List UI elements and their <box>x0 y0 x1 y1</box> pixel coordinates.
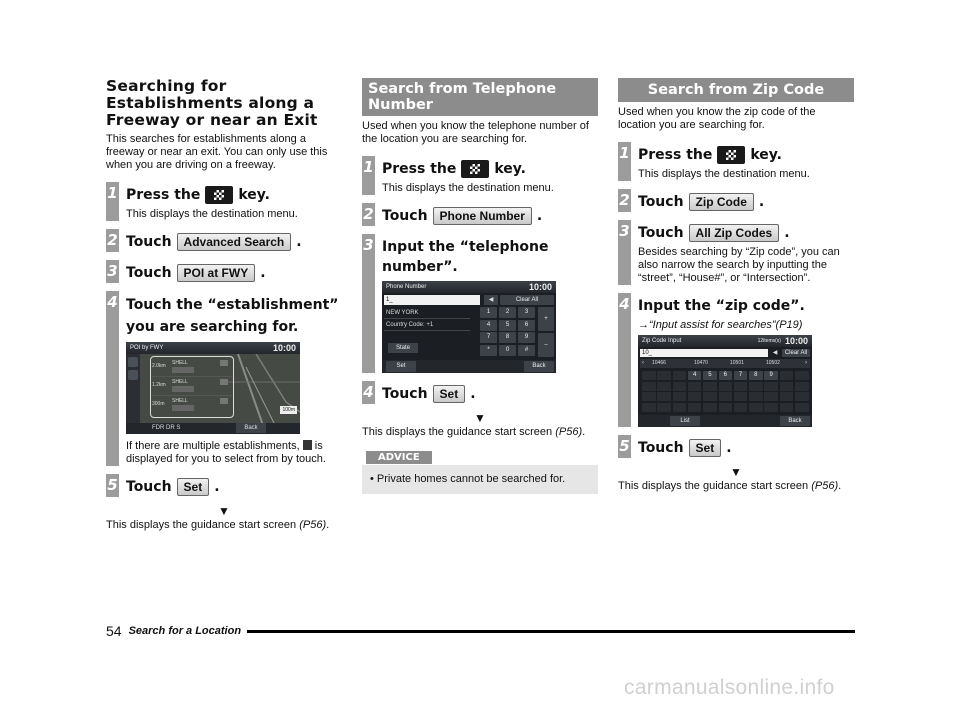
page-number: 54 <box>106 623 122 639</box>
keypad-key-disabled <box>673 392 687 401</box>
back-button[interactable]: Back <box>236 423 266 433</box>
poi-brand-icon <box>172 386 194 392</box>
step-1 <box>106 182 342 221</box>
list-icon[interactable] <box>220 360 228 366</box>
step-text: key. <box>238 187 270 203</box>
result-text <box>106 519 342 532</box>
keypad-key-disabled <box>657 371 671 380</box>
advanced-search-button[interactable]: Advanced Search <box>177 233 292 251</box>
step-text: Touch the “establishment” you are searching for. <box>126 297 339 335</box>
zip-suggestion[interactable]: 10502 <box>766 360 780 366</box>
input-assist-reference[interactable]: →“Input assist for searches”(P19) <box>638 319 803 331</box>
keypad-key-disabled <box>749 382 763 391</box>
plus-key[interactable]: + <box>538 307 554 331</box>
set-button[interactable]: Set <box>177 478 210 496</box>
list-icon[interactable] <box>220 379 228 385</box>
step-text: Touch <box>638 194 684 210</box>
poi-brand-icon <box>172 405 194 411</box>
section-intro: Used when you know the telephone number of the location you are searching for. <box>362 120 589 145</box>
keypad-key-disabled <box>657 392 671 401</box>
zip-suggestion[interactable]: 10470 <box>694 360 708 366</box>
advice-text: • Private homes cannot be searched for. <box>362 465 598 494</box>
keypad-key-disabled <box>703 392 717 401</box>
keypad-key[interactable]: 0 <box>499 345 516 356</box>
keypad-key-disabled <box>780 382 794 391</box>
poi-name: SHELL <box>172 398 188 404</box>
section-heading-zip: Search from Zip Code <box>618 78 854 102</box>
set-button[interactable]: Set <box>386 361 416 372</box>
destination-flag-icon <box>205 186 233 204</box>
keypad-key-disabled <box>795 371 809 380</box>
result-sentence: This displays the guidance start screen <box>106 519 297 531</box>
screen-title: Zip Code Input <box>642 338 682 344</box>
step-text: . <box>536 208 543 224</box>
step-text: Press the <box>126 187 201 203</box>
keypad-key[interactable]: 4 <box>688 371 702 380</box>
step-text: key. <box>494 161 526 177</box>
back-button[interactable]: Back <box>524 361 554 372</box>
step-text: Input the “zip code”. <box>638 298 805 314</box>
zip-code-input[interactable]: 10_ <box>640 349 768 357</box>
keypad-key-disabled <box>673 403 687 412</box>
page-footer <box>106 624 855 638</box>
keypad-key-disabled <box>688 403 702 412</box>
map-side-controls <box>126 354 140 424</box>
keypad-key[interactable]: 7 <box>734 371 748 380</box>
keypad-key[interactable]: 7 <box>480 332 497 343</box>
step-text: . <box>784 225 790 241</box>
step-text: Touch <box>126 265 172 281</box>
keypad-key[interactable]: 5 <box>703 371 717 380</box>
result-sentence: This displays the guidance start screen <box>618 480 809 492</box>
screen-title: Phone Number <box>386 284 427 290</box>
step-number: 4 <box>362 381 375 404</box>
backspace-icon[interactable]: ◀ <box>484 295 498 305</box>
step-number: 3 <box>618 220 631 285</box>
zip-code-input-screen <box>638 335 812 427</box>
step-subtext: This displays the destination menu. <box>638 168 810 180</box>
step-subtext: Besides searching by “Zip code”, you can also narrow the search by inputting the “street”, “House#”, or “Intersection”. <box>638 246 840 284</box>
section-heading-phone: Search from Telephone Number <box>362 78 598 116</box>
keypad-key[interactable]: 3 <box>518 307 535 318</box>
keypad-key[interactable]: 8 <box>499 332 516 343</box>
zoom-in-icon[interactable] <box>128 357 138 367</box>
step-5 <box>618 435 854 458</box>
step-number: 3 <box>106 260 119 283</box>
step-1 <box>362 156 598 195</box>
zip-code-button[interactable]: Zip Code <box>689 193 754 211</box>
list-select-icons <box>220 360 229 416</box>
list-icon[interactable] <box>220 398 228 404</box>
clear-all-button[interactable]: Clear All <box>782 349 810 357</box>
result-count: 12items(s) <box>757 338 781 344</box>
keypad-key[interactable]: 9 <box>764 371 778 380</box>
step-1 <box>618 142 854 181</box>
step-text: key. <box>750 147 782 163</box>
step-text: Touch <box>638 225 684 241</box>
step-5 <box>106 474 342 497</box>
keypad-key[interactable]: 5 <box>499 320 516 331</box>
keypad-key-disabled <box>642 382 656 391</box>
step-text: Press the <box>382 161 457 177</box>
step-subtext: This displays the destination menu. <box>382 182 554 194</box>
phone-number-button[interactable]: Phone Number <box>433 207 532 225</box>
list-button[interactable]: List <box>670 416 700 426</box>
list-item[interactable]: Country Code: +1 <box>384 319 470 331</box>
result-text <box>362 426 598 439</box>
step-number: 1 <box>618 142 631 181</box>
keypad-key-disabled <box>780 403 794 412</box>
step-2 <box>106 229 342 252</box>
map-scale: 100m <box>282 407 295 413</box>
keypad-key[interactable]: * <box>480 345 497 356</box>
keypad-key-disabled <box>749 403 763 412</box>
step-text: . <box>296 234 302 250</box>
step-number: 4 <box>106 291 119 466</box>
step-number: 1 <box>362 156 375 195</box>
chevron-right-icon[interactable]: › <box>805 360 807 366</box>
poi-name: SHELL <box>172 360 188 366</box>
poi-by-fwy-screen <box>126 342 300 434</box>
column-phone-search <box>362 78 598 494</box>
step-text: Press the <box>638 147 713 163</box>
keypad-key-disabled <box>734 403 748 412</box>
set-button[interactable]: Set <box>689 439 722 457</box>
keypad-key[interactable]: 6 <box>719 371 733 380</box>
result-punctuation: . <box>326 519 330 531</box>
step-subtext: If there are multiple establishments, <box>126 440 300 452</box>
region-list <box>384 307 470 331</box>
keypad-key-disabled <box>795 382 809 391</box>
step-2 <box>362 203 598 226</box>
keypad-key-disabled <box>734 392 748 401</box>
screen-clock: 10:00 <box>528 282 552 292</box>
keypad-key-disabled <box>703 403 717 412</box>
back-button[interactable]: Back <box>780 416 810 426</box>
step-4 <box>618 293 854 427</box>
step-text: Touch <box>382 386 428 402</box>
keypad-key[interactable]: # <box>518 345 535 356</box>
advice-label: ADVICE <box>366 451 432 464</box>
step-number: 5 <box>618 435 631 458</box>
keypad-key-disabled <box>764 403 778 412</box>
poi-distance: 2.0km <box>152 363 166 369</box>
down-arrow-icon: ▼ <box>474 411 486 425</box>
step-text: . <box>758 194 765 210</box>
keypad-key-disabled <box>688 392 702 401</box>
keypad-key-disabled <box>642 403 656 412</box>
keypad-key[interactable]: 6 <box>518 320 535 331</box>
keypad-key-disabled <box>642 392 656 401</box>
keypad-key[interactable]: 9 <box>518 332 535 343</box>
step-text: Input the “telephone number”. <box>382 239 549 275</box>
section-heading-freeway: Searching for Establishments along a Freeway or near an Exit <box>106 77 318 129</box>
result-sentence: This displays the guidance start screen <box>362 426 553 438</box>
result-text <box>618 480 854 493</box>
keypad-key[interactable]: 2 <box>499 307 516 318</box>
clear-all-button[interactable]: Clear All <box>500 295 554 305</box>
keypad-key-disabled <box>795 403 809 412</box>
step-text: Touch <box>382 208 428 224</box>
keypad-key-disabled <box>764 382 778 391</box>
result-punctuation: . <box>582 426 586 438</box>
keypad-key-disabled <box>657 382 671 391</box>
step-text: . <box>726 440 732 456</box>
backspace-icon[interactable]: ◀ <box>772 350 778 356</box>
result-punctuation: . <box>838 480 842 492</box>
zip-suggestion-bar <box>640 359 810 368</box>
keypad-key-disabled <box>673 371 687 380</box>
state-button[interactable]: State <box>388 343 418 353</box>
keypad-key-disabled <box>734 382 748 391</box>
keypad-key-disabled <box>719 403 733 412</box>
poi-distance: 300m <box>152 401 165 407</box>
step-number: 2 <box>618 189 631 212</box>
step-number: 2 <box>106 229 119 252</box>
watermark: carmanualsonline.info <box>624 676 835 699</box>
phone-number-input[interactable]: 1_ <box>384 295 480 305</box>
down-arrow-icon: ▼ <box>730 465 742 479</box>
page-reference-link[interactable]: (P56) <box>555 426 583 438</box>
section-intro: Used when you know the zip code of the location you are searching for. <box>618 106 816 131</box>
keypad-key[interactable]: 8 <box>749 371 763 380</box>
step-number: 1 <box>106 182 119 221</box>
keypad-key-disabled <box>673 382 687 391</box>
column-freeway-search <box>106 78 342 532</box>
page-reference-link[interactable]: (P56) <box>299 519 327 531</box>
all-zip-codes-button[interactable]: All Zip Codes <box>689 224 780 242</box>
step-3 <box>362 234 598 373</box>
current-road: FDR DR S <box>152 425 181 431</box>
footer-rule <box>247 630 855 633</box>
zoom-out-icon[interactable] <box>128 370 138 380</box>
step-text: Touch <box>638 440 684 456</box>
zip-suggestion[interactable]: 10466 <box>652 360 666 366</box>
poi-at-fwy-button[interactable]: POI at FWY <box>177 264 256 282</box>
step-subtext: is displayed for you to select from by touch. <box>126 440 326 465</box>
step-text: Touch <box>126 479 172 495</box>
step-text: . <box>260 265 266 281</box>
chevron-left-icon[interactable]: ‹ <box>642 360 644 366</box>
step-text: . <box>214 479 220 495</box>
step-4 <box>106 291 342 466</box>
poi-brand-icon <box>172 367 194 373</box>
screen-title: POI by FWY <box>130 345 164 351</box>
keypad-key-disabled <box>719 392 733 401</box>
page-reference-link[interactable]: (P56) <box>811 480 839 492</box>
step-3 <box>618 220 854 285</box>
keypad-key-disabled <box>688 382 702 391</box>
step-3 <box>106 260 342 283</box>
step-number: 4 <box>618 293 631 427</box>
keypad-key-disabled <box>719 382 733 391</box>
list-item[interactable]: NEW YORK <box>384 307 470 319</box>
keypad-key-disabled <box>642 371 656 380</box>
destination-flag-icon <box>461 160 489 178</box>
screen-clock: 10:00 <box>784 336 808 346</box>
list-icon <box>303 440 312 450</box>
column-zip-search <box>618 78 854 493</box>
phone-number-screen <box>382 281 556 373</box>
step-subtext: This displays the destination menu. <box>126 208 298 220</box>
keypad-key-disabled <box>780 371 794 380</box>
poi-distance: 1.2km <box>152 382 166 388</box>
keypad-key[interactable]: 4 <box>480 320 497 331</box>
step-number: 5 <box>106 474 119 497</box>
keypad-key-disabled <box>795 392 809 401</box>
keypad-key-disabled <box>657 403 671 412</box>
keypad-key-disabled <box>703 382 717 391</box>
step-4 <box>362 381 598 404</box>
step-number: 2 <box>362 203 375 226</box>
step-2 <box>618 189 854 212</box>
poi-name: SHELL <box>172 379 188 385</box>
minus-key[interactable]: – <box>538 333 554 357</box>
screen-clock: 10:00 <box>272 343 296 353</box>
destination-flag-icon <box>717 146 745 164</box>
step-number: 3 <box>362 234 375 373</box>
keypad-key-disabled <box>780 392 794 401</box>
down-arrow-icon: ▼ <box>218 504 230 518</box>
step-text: . <box>470 386 476 402</box>
keypad-key-disabled <box>749 392 763 401</box>
keypad-key[interactable]: 1 <box>480 307 497 318</box>
chapter-title: Search for a Location <box>128 625 242 637</box>
section-intro: This searches for establishments along a freeway or near an exit. You can only use this when you are driving on a freeway. <box>106 133 328 171</box>
set-button[interactable]: Set <box>433 385 466 403</box>
keypad-key-disabled <box>764 392 778 401</box>
step-text: Touch <box>126 234 172 250</box>
zip-suggestion[interactable]: 10501 <box>730 360 744 366</box>
